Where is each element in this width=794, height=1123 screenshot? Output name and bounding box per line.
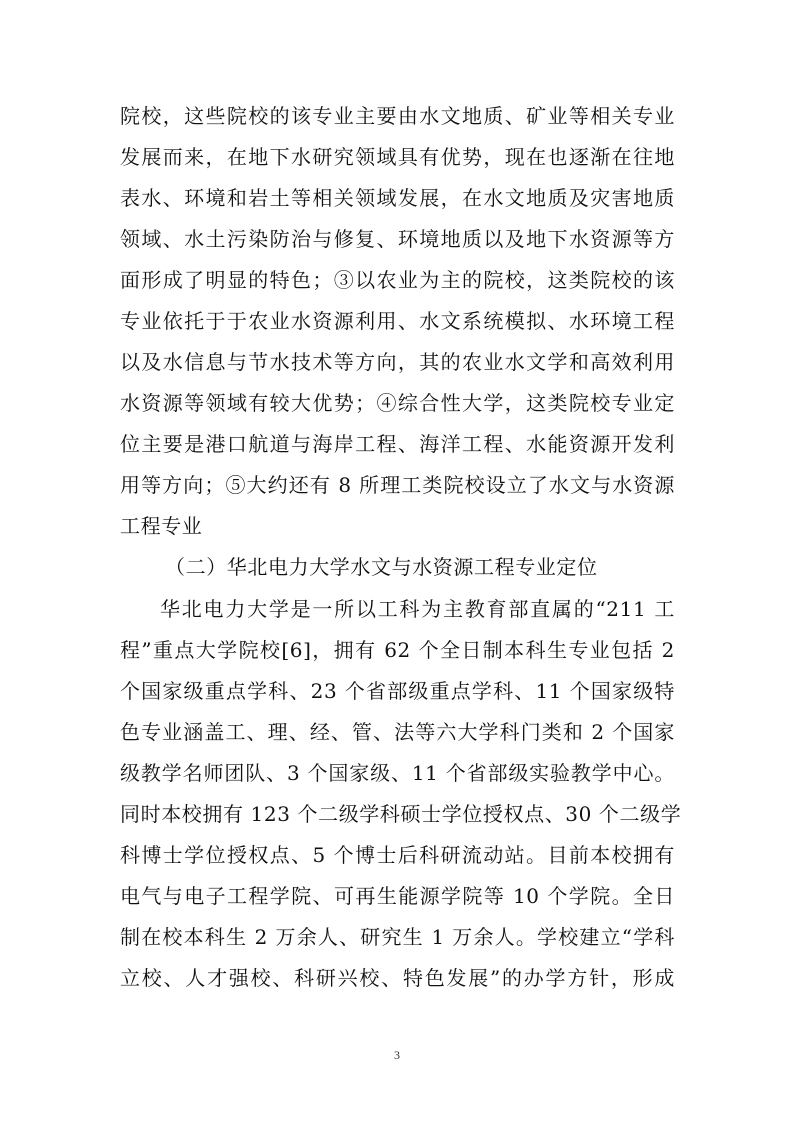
text-line: 科博士学位授权点、5 个博士后科研流动站。目前本校拥有 (120, 843, 675, 867)
page-number: 3 (394, 1048, 400, 1062)
text-line: 专业依托于于农业水资源利用、水文系统模拟、水环境工程 (120, 309, 675, 333)
paragraph-first-line: 华北电力大学是一所以工科为主教育部直属的“211 工 (160, 597, 675, 621)
text-line: 院校，这些院校的该专业主要由水文地质、矿业等相关专业 (120, 104, 675, 128)
text-line: 色专业涵盖工、理、经、管、法等六大学科门类和 2 个国家 (120, 720, 675, 744)
text-line: 同时本校拥有 123 个二级学科硕士学位授权点、30 个二级学 (120, 802, 682, 826)
text-line: 水资源等领域有较大优势；④综合性大学，这类院校专业定 (120, 391, 675, 415)
section-heading: （二）华北电力大学水文与水资源工程专业定位 (165, 555, 598, 579)
text-line: 位主要是港口航道与海岸工程、海洋工程、水能资源开发利 (120, 432, 675, 456)
text-line: 表水、环境和岩土等相关领域发展，在水文地质及灾害地质 (120, 186, 675, 210)
text-line: 程”重点大学院校[6]，拥有 62 个全日制本科生专业包括 2 (120, 638, 675, 662)
text-line: 制在校本科生 2 万余人、研究生 1 万余人。学校建立“学科 (120, 925, 675, 949)
text-line: 领域、水土污染防治与修复、环境地质以及地下水资源等方 (120, 227, 675, 251)
text-line: 发展而来，在地下水研究领域具有优势，现在也逐渐在往地 (120, 145, 675, 169)
text-line: 用等方向；⑤大约还有 8 所理工类院校设立了水文与水资源 (120, 473, 675, 497)
text-line: 电气与电子工程学院、可再生能源学院等 10 个学院。全日 (120, 884, 675, 908)
text-line: 面形成了明显的特色；③以农业为主的院校，这类院校的该 (120, 268, 675, 292)
text-line: 级教学名师团队、3 个国家级、11 个省部级实验教学中心。 (120, 761, 675, 785)
text-line: 立校、人才强校、科研兴校、特色发展”的办学方针，形成 (120, 966, 675, 990)
text-line: 工程专业 (120, 514, 203, 538)
text-line: 以及水信息与节水技术等方向，其的农业水文学和高效利用 (120, 350, 675, 374)
text-line: 个国家级重点学科、23 个省部级重点学科、11 个国家级特 (120, 679, 675, 703)
